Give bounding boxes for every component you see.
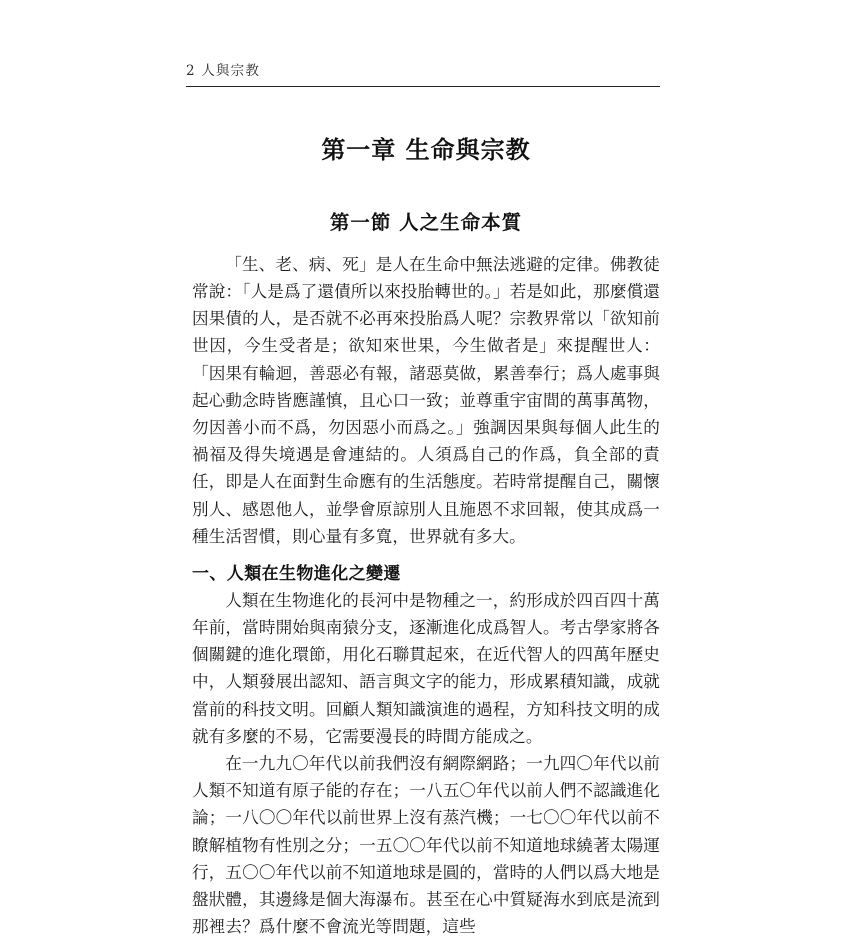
running-head-text: 2 人與宗教 <box>186 63 261 79</box>
subsection-title: 一、人類在生物進化之變遷 <box>192 563 401 584</box>
chapter-title: 第一章 生命與宗教 <box>321 135 531 164</box>
subsection-paragraph: 人類在生物進化的長河中是物種之一，約形成於四百四十萬年前，當時開始與南猿分支，逐漸進化成爲智人。考古學家將各個關鍵的進化環節，用化石聯貫起來，在近代智人的四萬年歷史中，人類發展出認知、語言與文字的能力，形成累積知識，成就當前的科技文明。回顧人類知識演進的過程，方知科技文明的成就有多麼的不易，它需要漫長的時間方能成之。 <box>192 590 660 746</box>
text-column <box>192 120 660 940</box>
subsection-paragraph: 在一九九〇年代以前我們沒有網際網路；一九四〇年代以前人類不知道有原子能的存在；一八五〇年代以前人們不認識進化論；一八〇〇年代以前世界上沒有蒸汽機；一七〇〇年代以前不瞭解植物有性別之分；一五〇〇年代以前不知道地球繞著太陽運行，五〇〇年代以前不知道地球是圓的，當時的人們以爲大地是盤狀體，其邊緣是個大海瀑布。甚至在心中質疑海水到底是流到那裡去？爲什麼不會流光等問題，這些 <box>192 753 660 937</box>
running-head-rule <box>186 86 660 87</box>
section-paragraph: 「生、老、病、死」是人在生命中無法逃避的定律。佛教徒常說：「人是爲了還債所以來投胎轉世的。」若是如此，那麼償還因果債的人，是否就不必再來投胎爲人呢？宗教界常以「欲知前世因，今生受者是；欲知來世果，今生做者是」來提醒世人：「因果有輪迴，善惡必有報，諸惡莫做，累善奉行；爲人處事與起心動念時皆應謹慎，且心口一致；並尊重宇宙間的萬事萬物，勿因善小而不爲，勿因惡小而爲之。」強調因果與每個人此生的禍福及得失境遇是會連結的。人須爲自己的作爲，負全部的責任，即是人在面對生命應有的生活態度。若時常提醒自己，關懷別人、感恩他人，並學會原諒別人且施恩不求回報，使其成爲一種生活習慣，則心量有多寬，世界就有多大。 <box>192 254 660 546</box>
section-title: 第一節 人之生命本質 <box>329 211 523 235</box>
running-head <box>186 63 660 87</box>
